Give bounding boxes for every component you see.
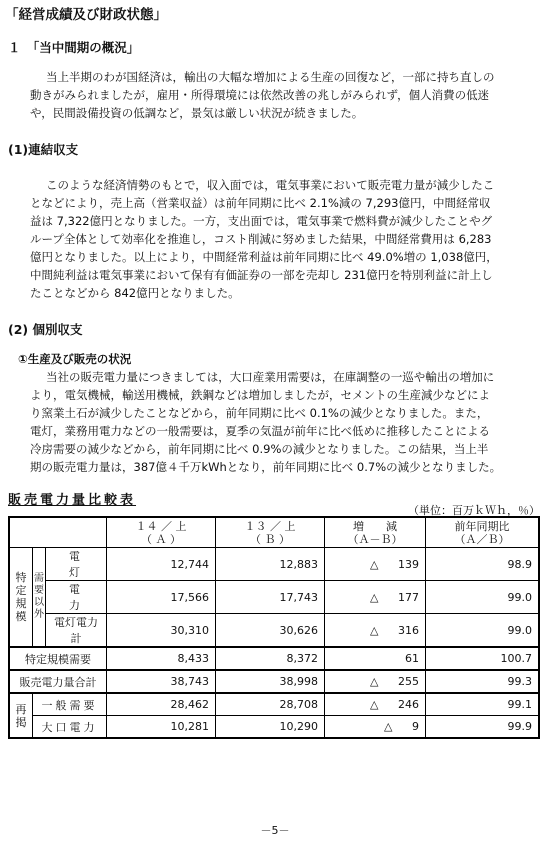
table-header-blank: [9, 517, 107, 548]
document-title: 「経営成績及び財政状態」: [5, 7, 167, 23]
value-b: 8,372: [216, 647, 325, 670]
header-cur-top: １４ ／ 上: [135, 519, 187, 533]
header-ratio-top: 前年同期比: [454, 519, 510, 533]
header-difference: [325, 517, 426, 548]
row-label: 大口電力: [33, 716, 107, 739]
paragraph-line: 期の販売電力量は，387億４千万kWhとなり，前年同期に比べ 0.7%の減少となりました。: [30, 460, 502, 474]
value-diff: △ 139: [325, 548, 426, 581]
value-a: 17,566: [107, 581, 216, 614]
value-diff: △ 177: [325, 581, 426, 614]
saikei-label: 再 掲: [9, 693, 33, 738]
paragraph-line: 中間純利益は電気事業において保有有価証券の一部を売却し 231億円を特別利益に計上し: [30, 268, 493, 282]
table-row: [9, 548, 539, 581]
paragraph-line: 当社の販売電力量につきましては，大口産業用需要は，在庫調整の一巡や輸出の増加に: [46, 370, 495, 384]
row-label: 電 灯: [46, 548, 107, 581]
table-row: [9, 716, 539, 739]
paragraph-line: 億円となりました。以上により，中間経常利益は前年同期に比べ 49.0%増の 1,038億円，: [30, 250, 498, 264]
value-ratio: 98.9: [426, 548, 540, 581]
decrease-mark: △: [370, 623, 379, 637]
paragraph-line: 益は 7,322億円となりました。一方，支出面では，電気事業で燃料費が減少したことやグ: [30, 214, 493, 228]
sales-comparison-table: [8, 516, 540, 739]
row-label: 特定規模需要: [9, 647, 107, 670]
value-diff: △ 246: [325, 693, 426, 716]
header-ratio-bottom: （Ａ／Ｂ）: [454, 532, 510, 546]
value-diff: △ 316: [325, 614, 426, 648]
row-label: 電 力: [46, 581, 107, 614]
page-number: －5－: [260, 824, 290, 837]
paragraph-line: たことなどから 842億円となりました。: [30, 286, 240, 300]
value-a: 28,462: [107, 693, 216, 716]
paragraph-line: 当上半期のわが国経済は，輸出の大幅な増加による生産の回復など，一部に持ち直しの: [46, 70, 495, 84]
paragraph-line: 動きがみられましたが，雇用・所得環境には依然改善の兆しがみられず，個人消費の低迷: [30, 88, 490, 102]
table-title: 販売電力量比較表: [8, 493, 137, 508]
decrease-mark: △: [370, 590, 379, 604]
paragraph-line: り窯業土石が減少したことなどから，前年同期に比べ 0.1%の減少となりました。また，: [30, 406, 489, 420]
value-b: 28,708: [216, 693, 325, 716]
paragraph-line: ループ全体として効率化を推進し，コスト削減に努めました結果，中間経常費用は 6,283: [30, 232, 492, 246]
value-a: 38,743: [107, 670, 216, 693]
header-prev-bottom: （ Ｂ ）: [250, 532, 290, 546]
header-prev-period: [216, 517, 325, 548]
table-row: [9, 614, 539, 648]
header-current-period: [107, 517, 216, 548]
value-diff: 61: [325, 647, 426, 670]
value-b: 17,743: [216, 581, 325, 614]
value-b: 38,998: [216, 670, 325, 693]
value-a: 8,433: [107, 647, 216, 670]
value-diff: △ 255: [325, 670, 426, 693]
paragraph-line: 電灯，業務用電力などの一般需要は，夏季の気温が前年に比べ低めに推移したことによる: [30, 424, 490, 438]
sub-group-label: 需 要 以 外: [33, 548, 46, 648]
table-row-total: [9, 670, 539, 693]
subsection-heading: (2) 個別収支: [8, 322, 83, 337]
value-b: 30,626: [216, 614, 325, 648]
decrease-mark: △: [384, 720, 393, 733]
value-ratio: 100.7: [426, 647, 540, 670]
header-diff-top: 増 減: [353, 519, 397, 533]
subsection-heading: (1)連結収支: [8, 142, 79, 157]
table-row: [9, 647, 539, 670]
value-ratio: 99.0: [426, 581, 540, 614]
value-diff: △ 9: [325, 716, 426, 739]
paragraph-line: や，民間設備投資の低調など，景気は厳しい状況が続きました。: [30, 106, 364, 120]
header-cur-bottom: （ Ａ ）: [141, 532, 181, 546]
subsubsection-heading: ①生産及び販売の状況: [18, 352, 132, 366]
table-row: [9, 581, 539, 614]
value-ratio: 99.3: [426, 670, 540, 693]
paragraph-line: 冷房需要の減少などから，前年同期に比べ 0.9%の減少となりました。この結果，当上半: [30, 442, 489, 456]
paragraph-line: このような経済情勢のもとで，収入面では，電気事業において販売電力量が減少したこ: [46, 178, 495, 192]
value-a: 30,310: [107, 614, 216, 648]
row-label: 一般需要: [33, 693, 107, 716]
table-unit: （単位：百万ｋＷｈ，％）: [408, 504, 540, 517]
row-label: 販売電力量合計: [9, 670, 107, 693]
value-b: 10,290: [216, 716, 325, 739]
value-a: 10,281: [107, 716, 216, 739]
value-a: 12,744: [107, 548, 216, 581]
value-ratio: 99.1: [426, 693, 540, 716]
decrease-mark: △: [370, 557, 379, 571]
value-b: 12,883: [216, 548, 325, 581]
value-ratio: 99.9: [426, 716, 540, 739]
section-heading: １ 「当中間期の概況」: [8, 40, 140, 55]
decrease-mark: △: [370, 675, 379, 688]
value-ratio: 99.0: [426, 614, 540, 648]
table-row: [9, 693, 539, 716]
header-ratio: [426, 517, 540, 548]
decrease-mark: △: [370, 698, 379, 711]
header-prev-top: １３ ／ 上: [244, 519, 296, 533]
group-label-specific: 特 定 規 模: [9, 548, 33, 648]
paragraph-line: より，電気機械，輸送用機械，鉄鋼などは増加しましたが，セメントの生産減少などによ: [30, 388, 490, 402]
row-label: 電灯電力計: [46, 614, 107, 648]
header-diff-bottom: （Ａ－Ｂ）: [347, 532, 403, 546]
paragraph-line: となどにより，売上高（営業収益）は前年同期に比べ 2.1%減の 7,293億円，中間経常収: [30, 196, 491, 210]
